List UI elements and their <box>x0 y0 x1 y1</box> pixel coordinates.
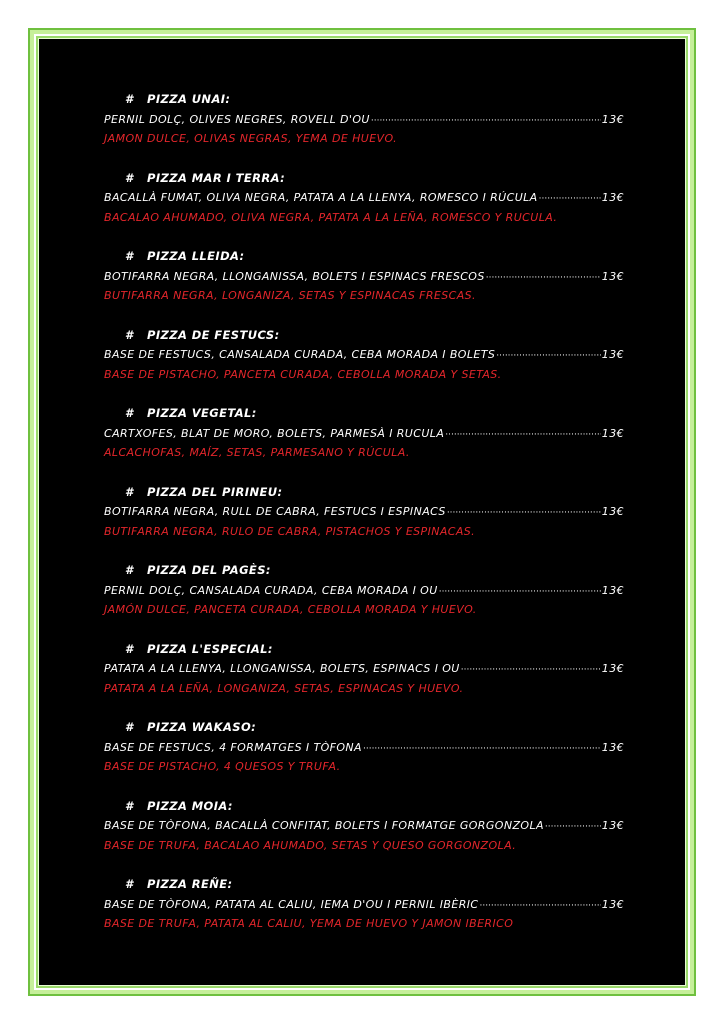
hash-marker: # <box>125 877 134 891</box>
menu-item <box>104 169 624 248</box>
hash-marker: # <box>125 484 134 499</box>
pizza-name-row <box>104 718 624 738</box>
dot-leader <box>447 504 601 524</box>
price: 13€ <box>601 269 624 283</box>
pizza-name: PIZZA DEL PAGÈS: <box>147 563 271 577</box>
ingredients-row <box>104 110 624 130</box>
ingredients-catalan: BOTIFARRA NEGRA, RULL DE CABRA, FESTUCS I ESPINACS <box>104 505 446 518</box>
ingredients-catalan: PATATA A LA LLENYA, LLONGANISSA, BOLETS, ESPINACS I OU <box>104 662 460 675</box>
hash-marker: # <box>125 641 134 656</box>
pizza-name-row <box>104 169 624 189</box>
hash-marker: # <box>125 92 134 106</box>
price: 13€ <box>601 740 624 754</box>
menu-panel <box>38 38 686 986</box>
price: 13€ <box>601 348 624 361</box>
dot-leader <box>371 112 601 132</box>
ingredients-catalan: BASE DE FESTUCS, CANSALADA CURADA, CEBA MORADA I BOLETS <box>104 348 496 361</box>
ingredients-row <box>104 424 624 444</box>
pizza-name: PIZZA REÑE: <box>147 877 233 891</box>
ingredients-spanish: JAMON DULCE, OLIVAS NEGRAS, YEMA DE HUEVO. <box>104 132 397 145</box>
pizza-name-row <box>104 90 624 110</box>
ingredients-catalan: BASE DE TÒFONA, PATATA AL CALIU, IEMA D'OU I PERNIL IBÈRIC <box>104 897 479 911</box>
dot-leader <box>363 740 601 760</box>
pizza-name: PIZZA LLEIDA: <box>147 249 245 263</box>
pizza-name: PIZZA MAR I TERRA: <box>147 170 286 185</box>
price: 13€ <box>601 112 624 126</box>
price: 13€ <box>601 191 624 204</box>
hash-marker: # <box>125 249 134 263</box>
ingredients-row <box>104 345 624 365</box>
hash-marker: # <box>125 563 134 577</box>
ingredients-row <box>104 267 624 287</box>
menu-item <box>104 718 624 797</box>
pizza-name-row <box>104 326 624 346</box>
pizza-name-row <box>104 875 624 895</box>
menu-item <box>104 561 624 640</box>
green-frame <box>28 28 696 996</box>
menu-item <box>104 90 624 169</box>
menu-item <box>104 247 624 326</box>
ingredients-catalan: BACALLÀ FUMAT, OLIVA NEGRA, PATATA A LA LLENYA, ROMESCO I RÚCULA <box>104 191 538 204</box>
price: 13€ <box>601 897 624 911</box>
pizza-name-row <box>104 483 624 503</box>
pizza-name: PIZZA DE FESTUCS: <box>147 327 280 342</box>
ingredients-spanish: BASE DE PISTACHO, 4 QUESOS Y TRUFA. <box>104 760 341 773</box>
menu-item <box>104 483 624 562</box>
dot-leader <box>496 347 601 367</box>
pizza-name: PIZZA DEL PIRINEU: <box>147 484 283 499</box>
pizza-name-row <box>104 640 624 660</box>
hash-marker: # <box>125 327 134 342</box>
ingredients-catalan: CARTXOFES, BLAT DE MORO, BOLETS, PARMESÀ I RUCULA <box>104 426 445 440</box>
dot-leader <box>545 818 601 838</box>
ingredients-catalan: BOTIFARRA NEGRA, LLONGANISSA, BOLETS I ESPINACS FRESCOS <box>104 269 485 283</box>
ingredients-spanish: PATATA A LA LEÑA, LONGANIZA, SETAS, ESPINACAS Y HUEVO. <box>104 681 464 695</box>
menu-item <box>104 797 624 876</box>
pizza-name-row <box>104 561 624 581</box>
ingredients-spanish: JAMÓN DULCE, PANCETA CURADA, CEBOLLA MORADA Y HUEVO. <box>104 603 477 616</box>
menu-item <box>104 326 624 405</box>
ingredients-row <box>104 188 624 208</box>
pizza-name: PIZZA WAKASO: <box>147 720 257 734</box>
ingredients-spanish: BACALAO AHUMADO, OLIVA NEGRA, PATATA A LA LEÑA, ROMESCO Y RUCULA. <box>104 210 558 224</box>
pizza-name: PIZZA VEGETAL: <box>147 406 257 420</box>
price: 13€ <box>601 583 624 597</box>
pizza-list <box>104 90 624 954</box>
ingredients-spanish: BASE DE TRUFA, PATATA AL CALIU, YEMA DE HUEVO Y JAMON IBERICO <box>104 917 514 930</box>
ingredients-row <box>104 659 624 679</box>
price: 13€ <box>601 662 624 675</box>
ingredients-row <box>104 738 624 758</box>
dot-leader <box>539 190 601 210</box>
ingredients-spanish: BUTIFARRA NEGRA, RULO DE CABRA, PISTACHOS Y ESPINACAS. <box>104 524 476 538</box>
price: 13€ <box>601 426 624 440</box>
ingredients-row <box>104 502 624 522</box>
pizza-name: PIZZA UNAI: <box>147 92 231 106</box>
price: 13€ <box>601 819 624 832</box>
ingredients-row <box>104 581 624 601</box>
ingredients-spanish: ALCACHOFAS, MAÍZ, SETAS, PARMESANO Y RÚCULA. <box>104 446 410 459</box>
hash-marker: # <box>125 406 134 420</box>
pizza-name: PIZZA L'ESPECIAL: <box>147 641 273 656</box>
ingredients-catalan: PERNIL DOLÇ, CANSALADA CURADA, CEBA MORADA I OU <box>104 583 438 597</box>
menu-item <box>104 875 624 954</box>
menu-item <box>104 404 624 483</box>
pizza-name-row <box>104 247 624 267</box>
price: 13€ <box>601 505 624 518</box>
ingredients-spanish: BUTIFARRA NEGRA, LONGANIZA, SETAS Y ESPINACAS FRESCAS. <box>104 289 476 302</box>
ingredients-catalan: BASE DE FESTUCS, 4 FORMATGES I TÒFONA <box>104 740 362 754</box>
hash-marker: # <box>125 170 134 185</box>
dot-leader <box>486 269 601 289</box>
dot-leader <box>445 426 601 446</box>
ingredients-row <box>104 816 624 836</box>
pizza-name-row <box>104 797 624 817</box>
hash-marker: # <box>125 720 134 734</box>
dot-leader <box>461 661 601 681</box>
ingredients-row <box>104 895 624 915</box>
pizza-name: PIZZA MOIA: <box>147 798 233 813</box>
ingredients-catalan: BASE DE TÒFONA, BACALLÀ CONFITAT, BOLETS I FORMATGE GORGONZOLA <box>104 819 544 832</box>
menu-item <box>104 640 624 719</box>
hash-marker: # <box>125 798 134 813</box>
green-frame-inner <box>34 34 690 990</box>
ingredients-catalan: PERNIL DOLÇ, OLIVES NEGRES, ROVELL D'OU <box>104 112 370 126</box>
ingredients-spanish: BASE DE PISTACHO, PANCETA CURADA, CEBOLLA MORADA Y SETAS. <box>104 367 502 381</box>
ingredients-spanish: BASE DE TRUFA, BACALAO AHUMADO, SETAS Y QUESO GORGONZOLA. <box>104 838 517 852</box>
pizza-name-row <box>104 404 624 424</box>
